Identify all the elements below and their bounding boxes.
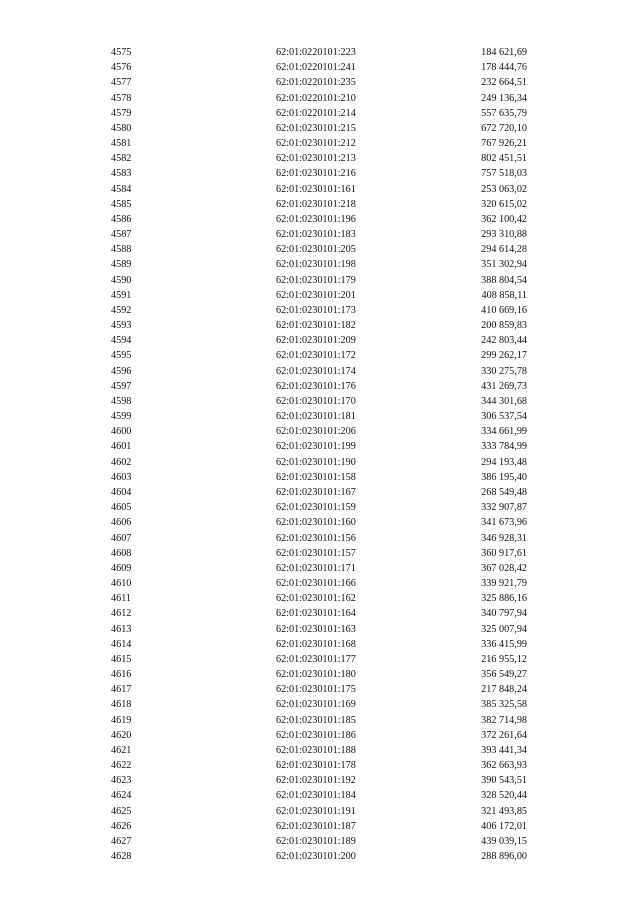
cadastral-value: 299 262,17: [481, 350, 527, 362]
cadastral-number: 62:01:0230101:212: [276, 138, 356, 150]
cadastral-number: 62:01:0230101:174: [276, 365, 356, 377]
cadastral-value: 294 193,48: [481, 456, 527, 468]
row-number: 4580: [111, 122, 132, 134]
cadastral-number: 62:01:0230101:190: [276, 456, 356, 468]
row-number: 4588: [111, 244, 132, 256]
table-row: [0, 591, 640, 606]
table-row: [0, 819, 640, 834]
row-number: 4616: [111, 669, 132, 681]
table-row: [0, 197, 640, 212]
cadastral-number: 62:01:0230101:200: [276, 851, 356, 863]
cadastral-value: 294 614,28: [481, 244, 527, 256]
cadastral-value: 339 921,79: [481, 578, 527, 590]
row-number: 4575: [111, 47, 132, 58]
table-row: [0, 500, 640, 515]
table-row: [0, 637, 640, 652]
cadastral-number: 62:01:0230101:183: [276, 229, 356, 241]
table-row: [0, 257, 640, 272]
table-row: [0, 455, 640, 470]
row-number: 4599: [111, 411, 132, 423]
cadastral-value: 557 635,79: [481, 107, 527, 119]
cadastral-value: 408 858,11: [481, 289, 527, 301]
cadastral-number: 62:01:0230101:162: [276, 593, 356, 605]
table-row: [0, 697, 640, 712]
row-number: 4625: [111, 805, 132, 817]
cadastral-value: 333 784,99: [481, 441, 527, 453]
cadastral-number: 62:01:0230101:191: [276, 805, 356, 817]
row-number: 4595: [111, 350, 132, 362]
cadastral-number: 62:01:0230101:180: [276, 669, 356, 681]
table-row: [0, 667, 640, 682]
table-row: [0, 91, 640, 106]
cadastral-number: 62:01:0230101:185: [276, 714, 356, 726]
row-number: 4618: [111, 699, 132, 711]
cadastral-value: 216 955,12: [481, 653, 527, 665]
cadastral-number: 62:01:0230101:163: [276, 623, 356, 635]
cadastral-value: 385 325,58: [481, 699, 527, 711]
table-row: [0, 576, 640, 591]
cadastral-value: 242 803,44: [481, 335, 527, 347]
row-number: 4605: [111, 502, 132, 514]
table-row: [0, 561, 640, 576]
row-number: 4577: [111, 77, 132, 89]
table-row: [0, 227, 640, 242]
cadastral-value: 334 661,99: [481, 426, 527, 438]
row-number: 4609: [111, 562, 132, 574]
cadastral-number: 62:01:0230101:156: [276, 532, 356, 544]
row-number: 4584: [111, 183, 132, 195]
table-row: [0, 182, 640, 197]
table-row: [0, 606, 640, 621]
cadastral-number: 62:01:0220101:214: [276, 107, 356, 119]
row-number: 4615: [111, 653, 132, 665]
row-number: 4610: [111, 578, 132, 590]
table-row: [0, 758, 640, 773]
cadastral-value: 332 907,87: [481, 502, 527, 514]
row-number: 4613: [111, 623, 132, 635]
cadastral-number: 62:01:0230101:159: [276, 502, 356, 514]
cadastral-number: 62:01:0230101:166: [276, 578, 356, 590]
table-row: [0, 439, 640, 454]
row-number: 4587: [111, 229, 132, 241]
row-number: 4597: [111, 380, 132, 392]
cadastral-value: 439 039,15: [481, 835, 527, 847]
row-number: 4622: [111, 760, 132, 772]
row-number: 4598: [111, 395, 132, 407]
cadastral-number: 62:01:0230101:206: [276, 426, 356, 438]
table-row: [0, 652, 640, 667]
table-row: [0, 546, 640, 561]
cadastral-number: 62:01:0230101:218: [276, 198, 356, 210]
row-number: 4585: [111, 198, 132, 210]
row-number: 4602: [111, 456, 132, 468]
cadastral-value: 672 720,10: [481, 122, 527, 134]
cadastral-number: 62:01:0230101:169: [276, 699, 356, 711]
table-row: [0, 743, 640, 758]
cadastral-value: 249 136,34: [481, 92, 527, 104]
table-row: [0, 834, 640, 849]
table-row: [0, 333, 640, 348]
table-row: [0, 212, 640, 227]
table-row: [0, 622, 640, 637]
cadastral-value: 406 172,01: [481, 820, 527, 832]
cadastral-number: 62:01:0230101:176: [276, 380, 356, 392]
table-row: [0, 106, 640, 121]
row-number: 4594: [111, 335, 132, 347]
cadastral-value: 382 714,98: [481, 714, 527, 726]
row-number: 4626: [111, 820, 132, 832]
cadastral-number: 62:01:0230101:186: [276, 729, 356, 741]
cadastral-number: 62:01:0230101:157: [276, 547, 356, 559]
table-row: [0, 849, 640, 864]
cadastral-value: 346 928,31: [481, 532, 527, 544]
row-number: 4579: [111, 107, 132, 119]
table-row: [0, 121, 640, 136]
row-number: 4590: [111, 274, 132, 286]
table-row: [0, 273, 640, 288]
table-row: [0, 379, 640, 394]
row-number: 4582: [111, 153, 132, 165]
table-row: [0, 303, 640, 318]
cadastral-number: 62:01:0230101:192: [276, 775, 356, 787]
row-number: 4604: [111, 486, 132, 498]
cadastral-number: 62:01:0220101:241: [276, 62, 356, 74]
table-row: [0, 166, 640, 181]
data-table: [0, 45, 640, 864]
table-row: [0, 728, 640, 743]
table-row: [0, 424, 640, 439]
cadastral-value: 306 537,54: [481, 411, 527, 423]
cadastral-value: 320 615,02: [481, 198, 527, 210]
row-number: 4627: [111, 835, 132, 847]
cadastral-number: 62:01:0230101:175: [276, 684, 356, 696]
cadastral-number: 62:01:0230101:213: [276, 153, 356, 165]
row-number: 4583: [111, 168, 132, 180]
table-row: [0, 682, 640, 697]
cadastral-value: 293 310,88: [481, 229, 527, 241]
cadastral-value: 367 028,42: [481, 562, 527, 574]
row-number: 4608: [111, 547, 132, 559]
cadastral-number: 62:01:0230101:182: [276, 320, 356, 332]
table-row: [0, 60, 640, 75]
cadastral-number: 62:01:0230101:198: [276, 259, 356, 271]
cadastral-value: 340 797,94: [481, 608, 527, 620]
cadastral-value: 390 543,51: [481, 775, 527, 787]
cadastral-number: 62:01:0230101:196: [276, 213, 356, 225]
cadastral-number: 62:01:0230101:158: [276, 471, 356, 483]
cadastral-value: 410 669,16: [481, 304, 527, 316]
cadastral-value: 288 896,00: [481, 851, 527, 863]
row-number: 4621: [111, 744, 132, 756]
cadastral-number: 62:01:0230101:215: [276, 122, 356, 134]
cadastral-number: 62:01:0230101:167: [276, 486, 356, 498]
cadastral-value: 232 664,51: [481, 77, 527, 89]
table-row: [0, 470, 640, 485]
cadastral-number: 62:01:0230101:201: [276, 289, 356, 301]
table-row: [0, 242, 640, 257]
cadastral-value: 341 673,96: [481, 517, 527, 529]
row-number: 4620: [111, 729, 132, 741]
cadastral-number: 62:01:0230101:184: [276, 790, 356, 802]
row-number: 4589: [111, 259, 132, 271]
table-row: [0, 288, 640, 303]
cadastral-number: 62:01:0230101:216: [276, 168, 356, 180]
cadastral-number: 62:01:0230101:172: [276, 350, 356, 362]
table-row: [0, 788, 640, 803]
row-number: 4628: [111, 851, 132, 863]
cadastral-number: 62:01:0230101:205: [276, 244, 356, 256]
cadastral-value: 330 275,78: [481, 365, 527, 377]
cadastral-value: 757 518,03: [481, 168, 527, 180]
table-row: [0, 773, 640, 788]
cadastral-value: 217 848,24: [481, 684, 527, 696]
row-number: 4614: [111, 638, 132, 650]
cadastral-number: 62:01:0230101:168: [276, 638, 356, 650]
cadastral-value: 178 444,76: [481, 62, 527, 74]
cadastral-value: 767 926,21: [481, 138, 527, 150]
cadastral-number: 62:01:0230101:170: [276, 395, 356, 407]
table-row: [0, 348, 640, 363]
row-number: 4581: [111, 138, 132, 150]
table-row: [0, 394, 640, 409]
cadastral-number: 62:01:0230101:181: [276, 411, 356, 423]
cadastral-value: 268 549,48: [481, 486, 527, 498]
row-number: 4576: [111, 62, 132, 74]
cadastral-number: 62:01:0220101:235: [276, 77, 356, 89]
cadastral-value: 802 451,51: [481, 153, 527, 165]
cadastral-value: 372 261,64: [481, 729, 527, 741]
cadastral-value: 362 663,93: [481, 760, 527, 772]
cadastral-value: 356 549,27: [481, 669, 527, 681]
row-number: 4600: [111, 426, 132, 438]
table-row: [0, 75, 640, 90]
cadastral-value: 360 917,61: [481, 547, 527, 559]
cadastral-number: 62:01:0230101:161: [276, 183, 356, 195]
cadastral-number: 62:01:0230101:178: [276, 760, 356, 772]
cadastral-number: 62:01:0230101:173: [276, 304, 356, 316]
row-number: 4619: [111, 714, 132, 726]
table-row: [0, 151, 640, 166]
row-number: 4624: [111, 790, 132, 802]
row-number: 4603: [111, 471, 132, 483]
cadastral-number: 62:01:0230101:177: [276, 653, 356, 665]
cadastral-value: 184 621,69: [481, 47, 527, 58]
row-number: 4612: [111, 608, 132, 620]
row-number: 4606: [111, 517, 132, 529]
cadastral-value: 344 301,68: [481, 395, 527, 407]
table-row: [0, 409, 640, 424]
row-number: 4601: [111, 441, 132, 453]
row-number: 4596: [111, 365, 132, 377]
row-number: 4586: [111, 213, 132, 225]
cadastral-value: 393 441,34: [481, 744, 527, 756]
row-number: 4591: [111, 289, 132, 301]
cadastral-number: 62:01:0220101:210: [276, 92, 356, 104]
row-number: 4623: [111, 775, 132, 787]
table-row: [0, 318, 640, 333]
table-row: [0, 45, 640, 60]
table-row: [0, 804, 640, 819]
cadastral-value: 362 100,42: [481, 213, 527, 225]
cadastral-number: 62:01:0230101:160: [276, 517, 356, 529]
row-number: 4578: [111, 92, 132, 104]
cadastral-value: 351 302,94: [481, 259, 527, 271]
cadastral-value: 200 859,83: [481, 320, 527, 332]
row-number: 4617: [111, 684, 132, 696]
table-row: [0, 531, 640, 546]
cadastral-number: 62:01:0220101:223: [276, 47, 356, 58]
cadastral-number: 62:01:0230101:188: [276, 744, 356, 756]
cadastral-value: 386 195,40: [481, 471, 527, 483]
cadastral-value: 321 493,85: [481, 805, 527, 817]
row-number: 4607: [111, 532, 132, 544]
cadastral-value: 253 063,02: [481, 183, 527, 195]
table-row: [0, 713, 640, 728]
cadastral-value: 325 886,16: [481, 593, 527, 605]
table-row: [0, 364, 640, 379]
row-number: 4611: [111, 593, 131, 605]
cadastral-number: 62:01:0230101:187: [276, 820, 356, 832]
cadastral-value: 431 269,73: [481, 380, 527, 392]
cadastral-number: 62:01:0230101:199: [276, 441, 356, 453]
row-number: 4593: [111, 320, 132, 332]
cadastral-value: 388 804,54: [481, 274, 527, 286]
cadastral-number: 62:01:0230101:189: [276, 835, 356, 847]
table-row: [0, 515, 640, 530]
row-number: 4592: [111, 304, 132, 316]
cadastral-number: 62:01:0230101:171: [276, 562, 356, 574]
cadastral-value: 328 520,44: [481, 790, 527, 802]
cadastral-value: 325 007,94: [481, 623, 527, 635]
cadastral-number: 62:01:0230101:209: [276, 335, 356, 347]
cadastral-number: 62:01:0230101:164: [276, 608, 356, 620]
table-row: [0, 136, 640, 151]
cadastral-number: 62:01:0230101:179: [276, 274, 356, 286]
table-row: [0, 485, 640, 500]
cadastral-value: 336 415,99: [481, 638, 527, 650]
